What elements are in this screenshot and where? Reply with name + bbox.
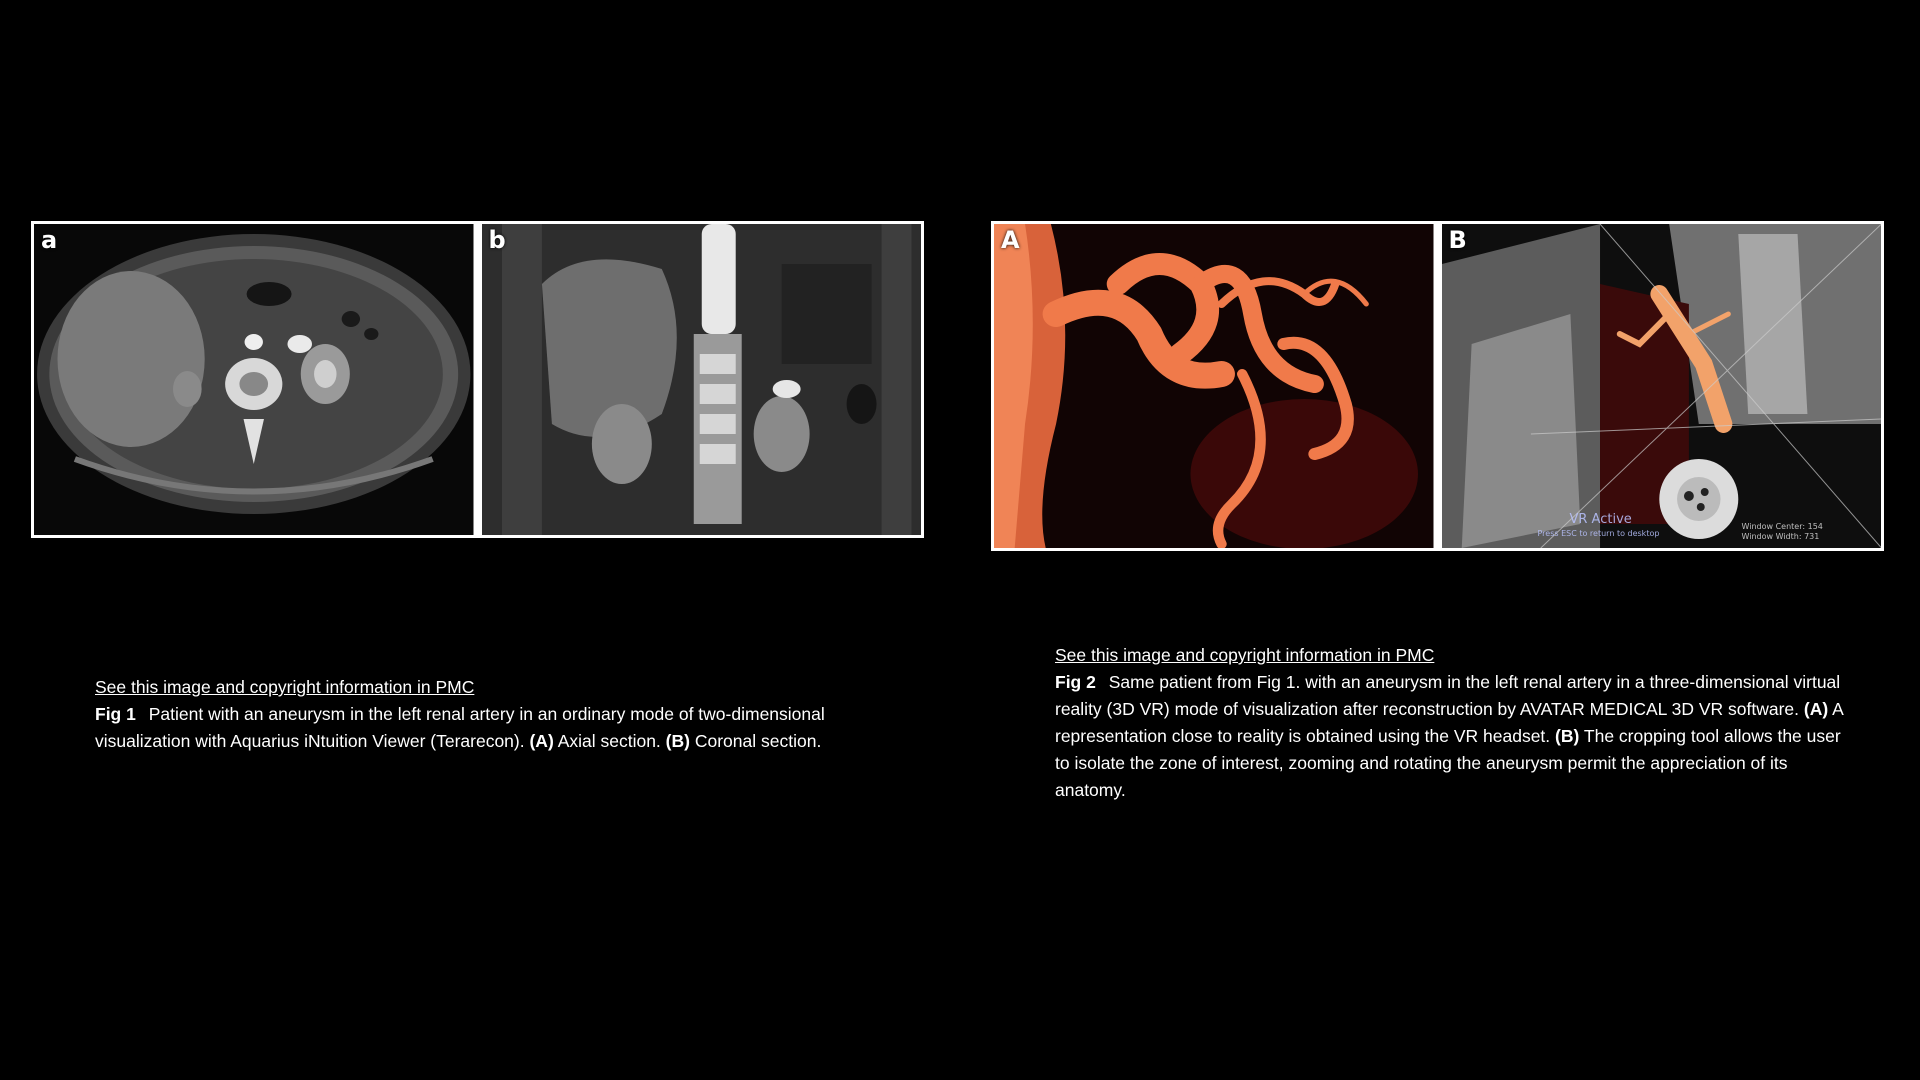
figure-2-caption — [1055, 642, 1845, 804]
window-width-text: Window Width: 731 — [1741, 532, 1820, 541]
fig2-label: Fig 2 — [1055, 672, 1096, 692]
figure-2-image — [991, 221, 1884, 551]
fig1-text-a: Axial section. — [557, 731, 661, 751]
vr-crop-tool-render — [1442, 224, 1882, 548]
fig2-ref-b: (B) — [1555, 726, 1580, 746]
fig2-ref-a: (A) — [1803, 699, 1829, 719]
panel-label-b: b — [488, 226, 506, 254]
window-center-text: Window Center: 154 — [1741, 522, 1823, 531]
vr-aneurysm-render — [994, 224, 1434, 548]
fig1-label: Fig 1 — [95, 704, 136, 724]
vr-aneurysm-panel — [994, 224, 1434, 548]
ct-axial-image — [34, 224, 474, 535]
ct-coronal-image — [482, 224, 922, 535]
fig1-ref-b: (B) — [665, 731, 690, 751]
fig2-caption-text: Same patient from Fig 1. with an aneurysm in the left renal artery in a three-dimensional virtual reality (3D VR) mode of visualization after reconstruction by AVATAR MEDICAL 3D VR software. — [1055, 672, 1841, 719]
ct-axial-panel — [34, 224, 474, 535]
fig1-ref-a: (A) — [529, 731, 554, 751]
pmc-copyright-link-1[interactable]: See this image and copyright information in PMC — [95, 677, 475, 697]
fig1-caption-text: Patient with an aneurysm in the left renal artery in an ordinary mode of two-dimensional visualization with Aquarius iNtuition Viewer (Terarecon). — [95, 704, 825, 751]
vr-crop-tool-panel — [1442, 224, 1882, 548]
pmc-copyright-link-2[interactable]: See this image and copyright information in PMC — [1055, 645, 1435, 665]
vr-hint-text: Press ESC to return to desktop — [1537, 529, 1660, 538]
panel-label-a: a — [41, 226, 58, 254]
panel-label-B: B — [1448, 226, 1467, 254]
panel-label-A: A — [1001, 226, 1020, 254]
vr-active-text: VR Active — [1569, 512, 1632, 527]
figure-1-image — [31, 221, 924, 538]
fig2-text-a: A representation close to reality is obtained using the VR headset. — [1055, 699, 1843, 746]
fig2-text-b: The cropping tool allows the user to isolate the zone of interest, zooming and rotating the aneurysm permit the appreciation of its anatomy. — [1055, 726, 1841, 800]
fig1-text-b: Coronal section. — [694, 731, 822, 751]
figure-1-caption — [95, 674, 885, 755]
ct-coronal-panel — [482, 224, 922, 535]
